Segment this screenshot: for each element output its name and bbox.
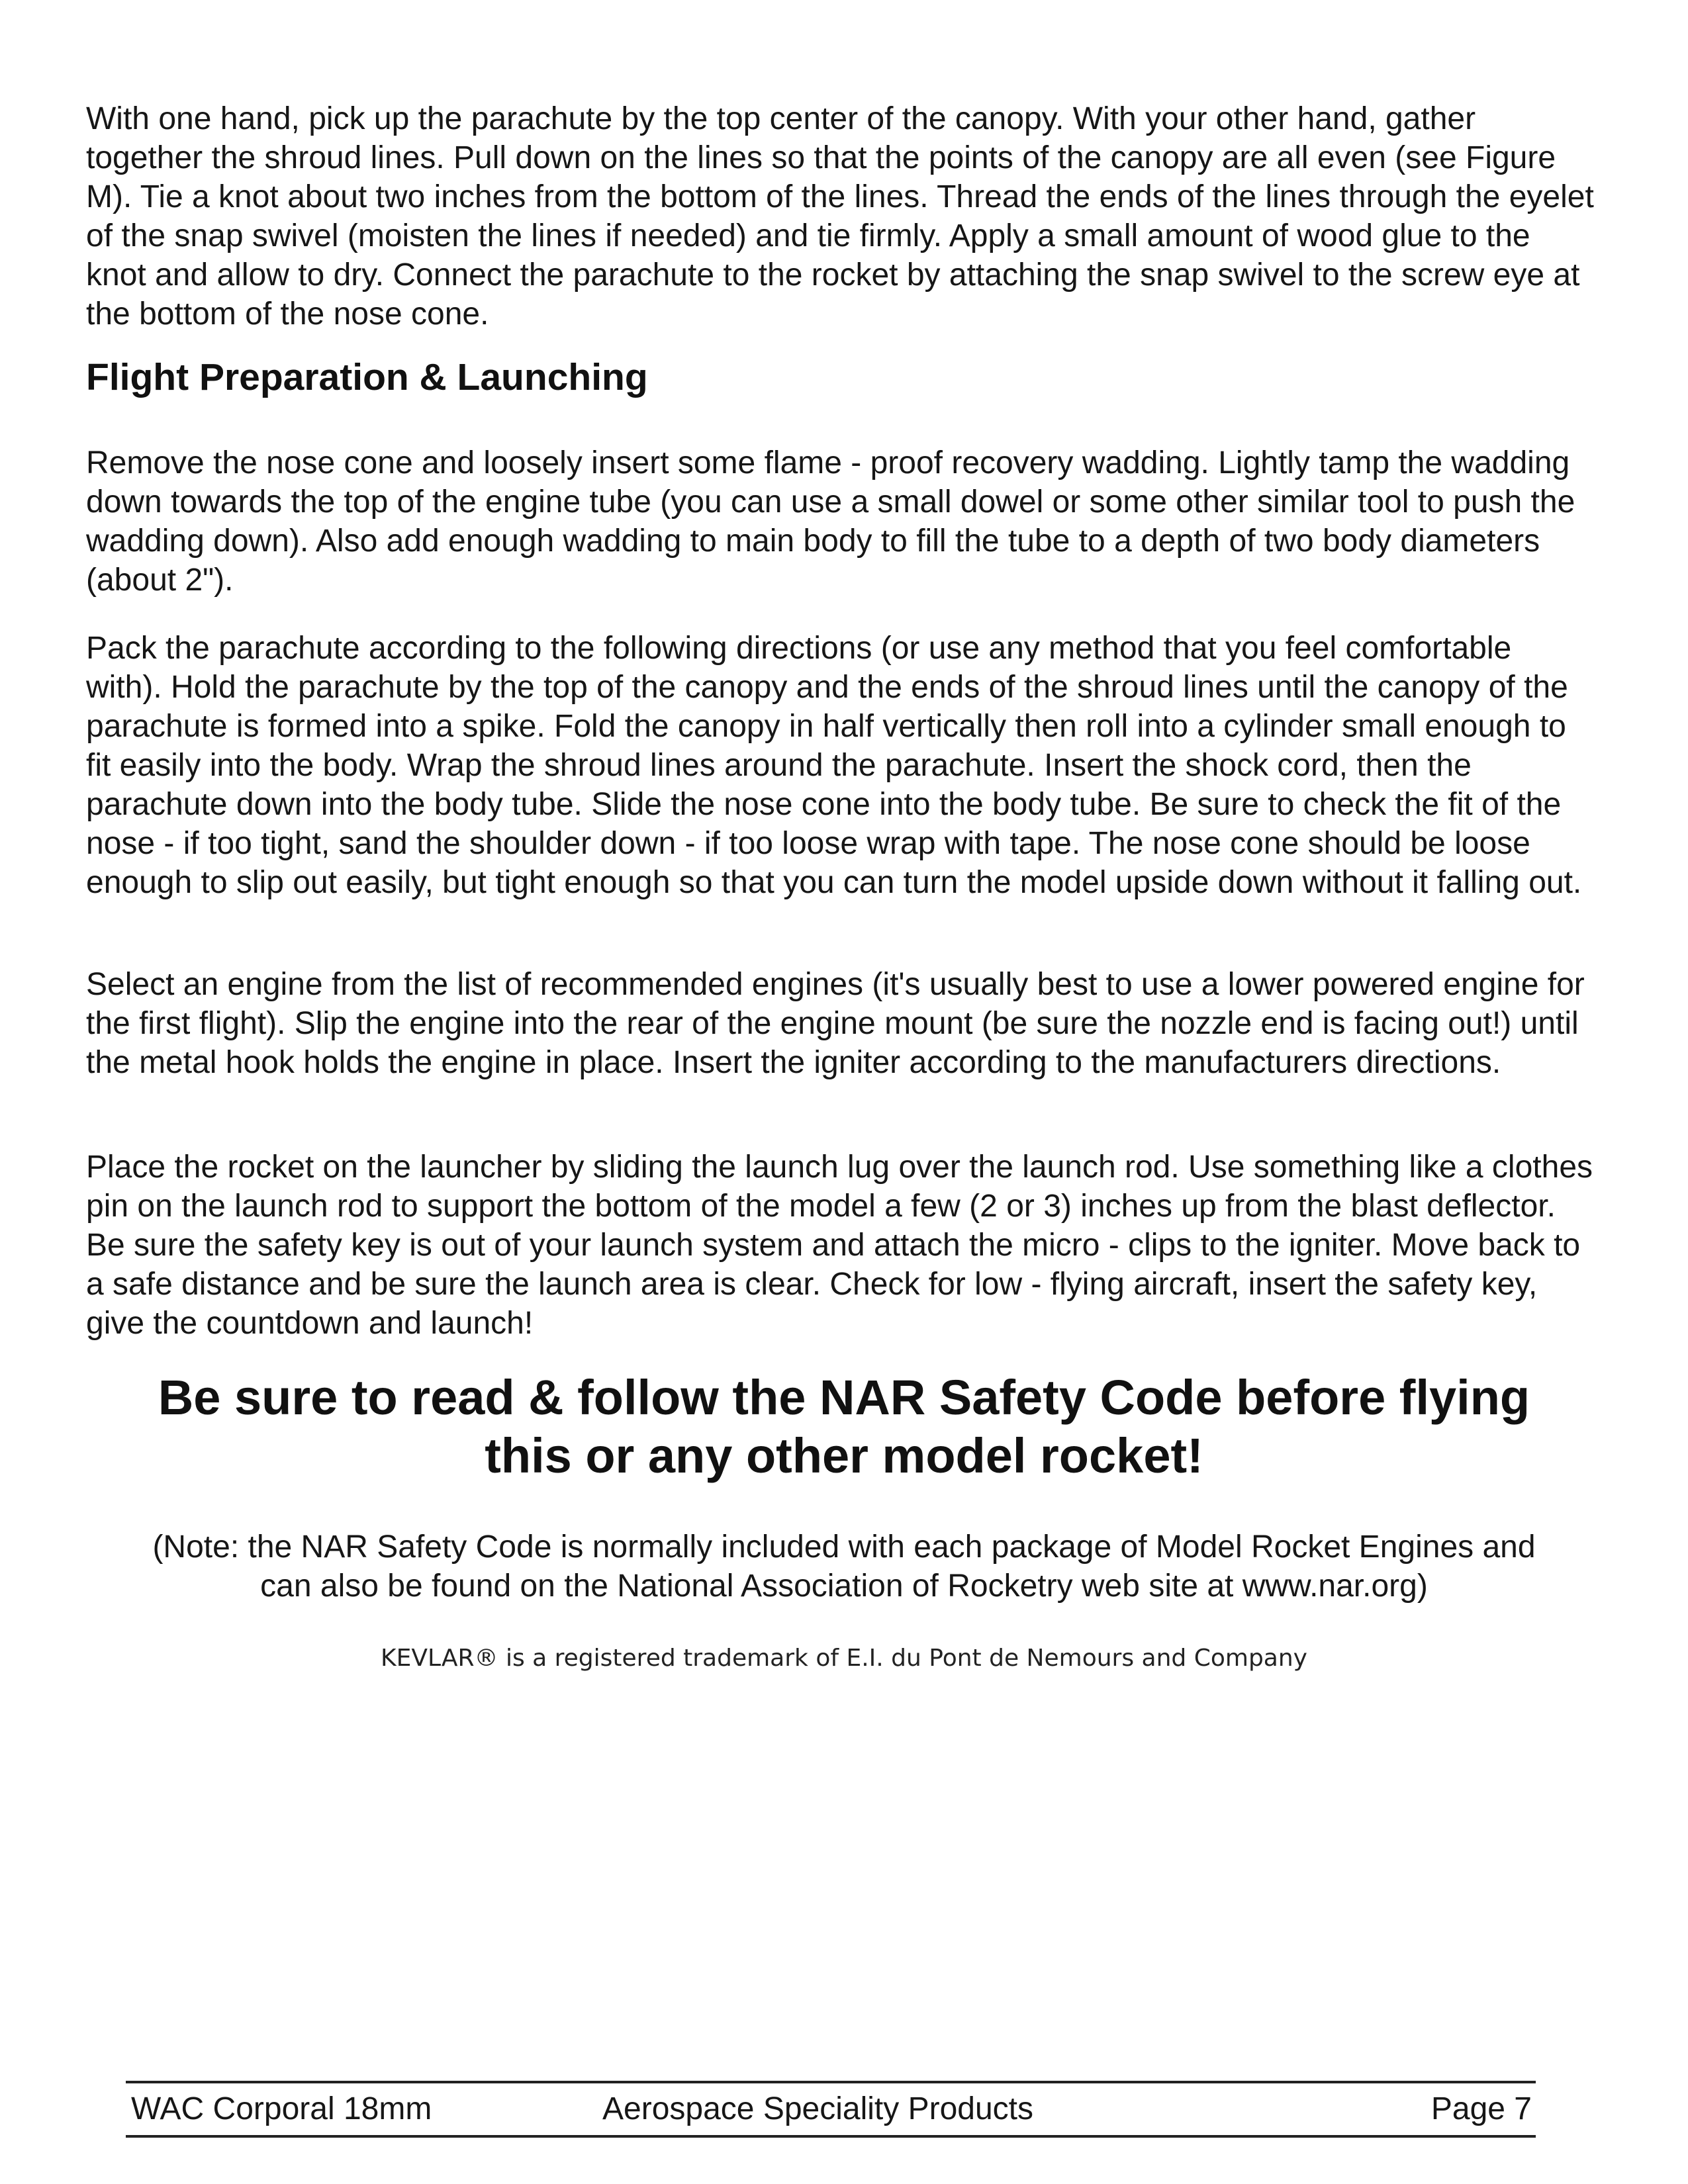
paragraph-launch: Place the rocket on the launcher by sliding the launch lug over the launch rod. Use something like a clothes pin on the launch rod to support the bottom of the model a few (2 or 3) inches up from the blast deflector. Be sure the safety key is out of your launch system and attach the micro - clips to the igniter. Move back to a safe distance and be sure the launch area is clear. Check for low - flying aircraft, insert the safety key, give the countdown and launch! [86,1150,1593,1341]
footer-product-name: WAC Corporal 18mm [131,2091,432,2126]
intro-paragraph: With one hand, pick up the parachute by the top center of the canopy. With your other hand, gather together the shroud lines. Pull down on the lines so that the points of the canopy are all even (see Figure M). Tie a knot about two inches from the bottom of the lines. Thread the ends of the lines through the eyelet of the snap swivel (moisten the lines if needed) and tie firmly. Apply a small amount of wood glue to the knot and allow to dry. Connect the parachute to the rocket by attaching the snap swivel to the screw eye at the bottom of the nose cone. [86,101,1594,332]
footer-top-rule [126,2081,1536,2083]
safety-note-line-2: can also be found on the National Association of Rocketry web site at www.nar.org) [260,1569,1428,1604]
footer-bottom-rule [126,2135,1536,2138]
safety-warning-line-2: this or any other model rocket! [485,1428,1203,1483]
safety-warning [86,1369,1602,1485]
paragraph-packing: Pack the parachute according to the following directions (or use any method that you feel comfortable with). Hold the parachute by the top of the canopy and the ends of the shroud lines until the canopy of the parachute is formed into a spike. Fold the canopy in half vertically then roll into a cylinder small enough to fit easily into the body. Wrap the shroud lines around the parachute. Insert the shock cord, then the parachute down into the body tube. Slide the nose cone into the body tube. Be sure to check the fit of the nose - if too tight, sand the shoulder down - if too loose wrap with tape. The nose cone should be loose enough to slip out easily, but tight enough so that you can turn the model upside down without it falling out. [86,631,1582,900]
safety-note [86,1527,1602,1606]
footer-page-number: Page 7 [1430,2091,1532,2126]
paragraph-engine: Select an engine from the list of recommended engines (it's usually best to use a lower powered engine for the first flight). Slip the engine into the rear of the engine mount (be sure the nozzle end is facing out!) until the metal hook holds the engine in place. Insert the igniter according to the manufacturers directions. [86,967,1585,1080]
safety-warning-line-1: Be sure to read & follow the NAR Safety Code before flying [158,1370,1530,1425]
safety-note-line-1: (Note: the NAR Safety Code is normally included with each package of Model Rocket Engines and [152,1529,1536,1565]
trademark-notice: KEVLAR® is a registered trademark of E.I. du Pont de Nemours and Company [381,1645,1307,1672]
section-heading: Flight Preparation & Launching [86,356,648,398]
paragraph-wadding: Remove the nose cone and loosely insert some flame - proof recovery wadding. Lightly tamp the wadding down towards the top of the engine tube (you can use a small dowel or some other similar tool to push the wadding down). Also add enough wadding to main body to fill the tube to a depth of two body diameters (about 2"). [86,445,1575,598]
footer-company-name: Aerospace Speciality Products [602,2091,1033,2126]
page-footer [131,2086,1532,2132]
